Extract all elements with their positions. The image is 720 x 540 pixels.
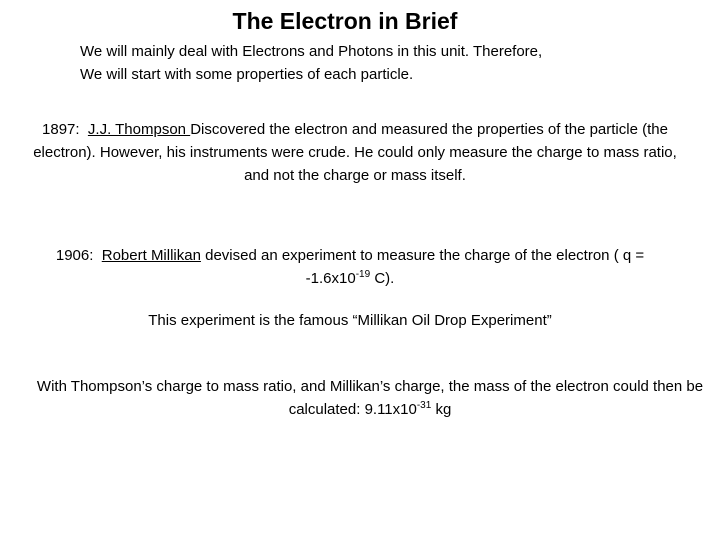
electron-mass-paragraph	[30, 375, 710, 421]
millikan-suffix: C).	[370, 270, 395, 287]
millikan-name: Robert Millikan	[101, 247, 201, 264]
millikan-text: devised an experiment to measure the charge of the electron ( q = -1.6x10	[200, 247, 645, 287]
mass-text: With Thompson’s charge to mass ratio, and Millikan’s charge, the mass of the electron could then be calculated: 9.11x10	[36, 378, 704, 418]
mass-exponent: -31	[416, 400, 432, 411]
millikan-year: 1906:	[55, 247, 94, 264]
thompson-text: Discovered the electron and measured the properties of the particle (the electron). However, his instruments were crude. He could only measure the charge to mass ratio, and not the charge or mass itself.	[33, 121, 677, 184]
charge-exponent: -19	[355, 269, 371, 280]
thompson-paragraph	[20, 118, 690, 187]
thompson-name: J.J. Thompson	[87, 121, 191, 138]
intro-paragraph	[80, 40, 680, 86]
intro-line-2: We will start with some properties of each particle.	[80, 66, 414, 83]
oil-drop-experiment-note: This experiment is the famous “Millikan Oil Drop Experiment”	[148, 312, 552, 329]
slide-title: The Electron in Brief	[232, 8, 458, 34]
intro-line-1: We will mainly deal with Electrons and Photons in this unit. Therefore,	[80, 43, 543, 60]
mass-suffix: kg	[431, 401, 452, 418]
millikan-paragraph	[30, 244, 670, 290]
thompson-year: 1897:	[42, 121, 80, 138]
